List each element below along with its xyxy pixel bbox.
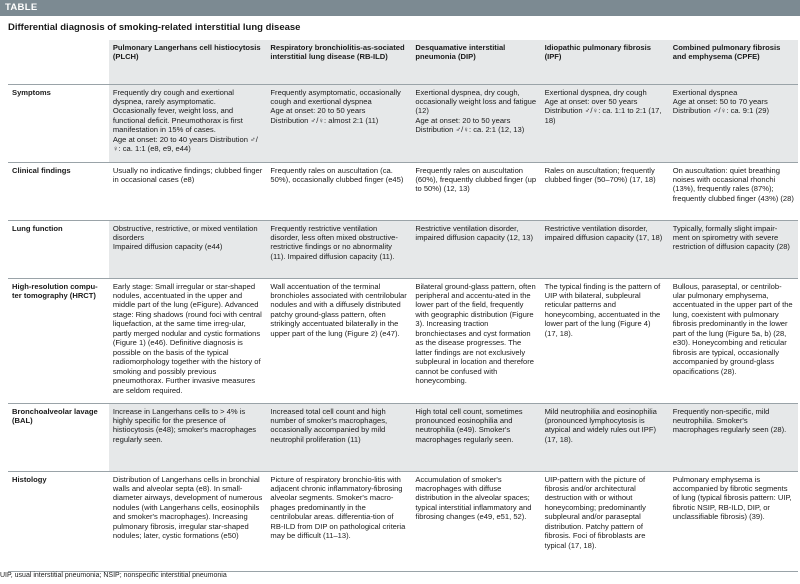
table-row-histology [8,471,798,571]
cell-line: Frequently dry cough and exertional dyspnea, rarely asymptomatic. [112,87,234,106]
cell-line: UIP-pattern with the picture of fibrosis and/or architectural destruction with or without honeycombing; predominantly subpleural and/or paraseptal distribution. Patchy pattern of fibrosis. Foci of fibroblasts are typical (17, 18). [544,474,646,550]
cell-symptoms-ipf [541,84,669,162]
cell-hrct-ipf [541,278,669,403]
cell-line: Rales on auscultation; frequently clubbed finger (50–70%) (17, 18) [544,165,656,184]
cell-lung-plch [109,220,267,278]
cell-line: Increase in Langerhans cells to > 4% is highly specific for the presence of histiocytosis (e48); smoker's macrophages regularly seen. [112,406,257,444]
cell-line: Frequently non-specific, mild neutrophilia. Smoker's macrophages regularly seen (28). [672,406,787,435]
row-label-bal: Bronchoalveolar lavage (BAL) [8,403,109,471]
table-footnote: UIP, usual interstitial pneumonia; NSIP; nonspecific interstitial pneumonia [0,572,227,579]
cell-symptoms-plch [109,84,267,162]
cell-line: Wall accentuation of the terminal bronchioles associated with centrilobular nodules and with a diffusely distributed patchy ground-glass pattern, often strikingly accentuated bilaterally in the upper part of the lung (Figure 2) (e47). [270,281,407,338]
cell-line: Usually no indicative findings; clubbed finger in occasional cases (e8) [112,165,263,184]
cell-hrct-rbild [266,278,411,403]
cell-line: Bullous, paraseptal, or centrilob-ular pulmonary emphysema, accentuated in the upper part of the lung, coexistent with pulmonary fibrosis predominantly in the lower part of the lung (Figure 5a, b) (28, e30). Honeycombing and reticular fibrosis are typical, occasionally accompanied by ground-glass opacifications (28). [672,281,793,376]
cell-line: Bilateral ground-glass pattern, often peripheral and accentu-ated in the lower part of the field, frequently with geographic distribution (Figure 3). Increasing traction bronchiectases and cyst formation as the disease progresses. The latter findings are not exclusively subpleural in location and therefore cannot be confused with honeycombing. [415,281,536,386]
cell-line: Accumulation of smoker's macrophages with diffuse distribution in the alveolar spaces; typical interstitial inflammatory and fibrosing changes (e49, e51, 52). [415,474,532,522]
table-row-lung-function [8,220,798,278]
cell-line: Exertional dyspnea, dry cough [544,87,647,97]
cell-bal-cpfe [669,403,798,471]
column-header-rbild: Respiratory bronchiolitis-as-sociated interstitial lung disease (RB-ILD) [266,40,411,84]
cell-line: Age at onset: 20 to 40 years Distribution ♂/♀: ca. 1:1 (e8, e9, e44) [112,134,258,154]
cell-line: Obstructive, restrictive, or mixed ventilation disorders [112,223,258,242]
cell-line: Restrictive ventilation disorder, impaired diffusion capacity (17, 18) [544,223,663,242]
cell-line: Early stage: Small irregular or star-shaped nodules, accentuated in the upper and middle part of the lung (eFigure). Advanced stage: Ring shadows (round foci with central liquefaction, at the same time irreg-ular, partly merged nodular and cystic formations (Figure 1) (e46). Definitive diagnosis is possible on the basis of the typical radiomorphology together with the history of smoking and possibly previous pneumothorax. Further invasive measures are seldom required. [112,281,262,395]
cell-histology-rbild [266,471,411,571]
cell-line: Distribution of Langerhans cells in bronchial walls and alveolar septa (e8). In small-diameter airways, development of numerous nodules (with Langerhans cells, eosinophils and smoker's macrophages). Increasing pulmonary fibrosis, irregular star-shaped nodules; later, cystic formations (e50) [112,474,263,541]
cell-hrct-plch [109,278,267,403]
row-label-histology: Histology [8,471,109,571]
cell-hrct-dip [411,278,540,403]
cell-line: Frequently restrictive ventilation disorder, less often mixed obstructive-restrictive findings or no abnormality (11). Impaired diffusion capacity (11). [270,223,398,261]
cell-lung-rbild [266,220,411,278]
header-corner [8,40,109,84]
cell-lung-ipf [541,220,669,278]
column-header-ipf: Idiopathic pulmonary fibrosis (IPF) [541,40,669,84]
cell-line: The typical finding is the pattern of UIP with bilateral, subpleural reticular patterns and honeycombing, accentuated in the lower part of the lung (Figure 4) (17, 18). [544,281,661,338]
cell-line: Age at onset: 20 to 50 years [415,115,511,125]
cell-line: Exertional dyspnea, dry cough, occasionally weight loss and fatigue (12) [415,87,537,116]
table-row-bal [8,403,798,471]
cell-symptoms-rbild [266,84,411,162]
cell-clinical-cpfe [669,162,798,220]
cell-clinical-dip [411,162,540,220]
cell-symptoms-dip [411,84,540,162]
table-header-bar: TABLE [0,0,800,16]
cell-bal-dip [411,403,540,471]
column-header-dip: Desquamative interstitial pneumonia (DIP) [411,40,540,84]
cell-histology-dip [411,471,540,571]
table-row-hrct [8,278,798,403]
cell-line: Distribution ♂/♀: almost 2:1 (11) [270,115,379,125]
cell-line: Pulmonary emphysema is accompanied by fibrotic segments of lung (typical fibrosis pattern: UIP, fibrotic NSIP, RB-ILD, DIP, or unclassifiable fibrosis) (39). [672,474,792,522]
table-row-clinical-findings [8,162,798,220]
row-label-hrct: High-resolution compu-ter tomography (HRCT) [8,278,109,403]
cell-histology-ipf [541,471,669,571]
cell-hrct-cpfe [669,278,798,403]
cell-line: Frequently rales on auscultation (ca. 50%), occasionally clubbed finger (e45) [270,165,404,184]
row-label-lung-function: Lung function [8,220,109,278]
table-row-symptoms [8,84,798,162]
cell-clinical-rbild [266,162,411,220]
row-label-symptoms: Symptoms [8,84,109,162]
cell-symptoms-cpfe [669,84,798,162]
cell-line: Distribution ♂/♀: ca. 2:1 (12, 13) [415,125,525,135]
cell-bal-rbild [266,403,411,471]
cell-line: Restrictive ventilation disorder, impaired diffusion capacity (12, 13) [415,223,534,242]
cell-line: Distribution ♂/♀: ca. 9:1 (29) [672,106,769,116]
cell-line: Distribution ♂/♀: ca. 1:1 to 2:1 (17, 18) [544,106,662,125]
differential-diagnosis-table [8,40,798,572]
cell-histology-plch [109,471,267,571]
cell-line: Age at onset: 20 to 50 years [270,106,366,116]
cell-line: Age at onset: over 50 years [544,96,638,106]
cell-line: Occasionally fever, weight loss, and functional deficit. Pneumothorax is first manifestation in 15% of cases. [112,106,243,135]
cell-line: Exertional dyspnea [672,87,738,97]
cell-bal-plch [109,403,267,471]
cell-lung-cpfe [669,220,798,278]
table-title: Differential diagnosis of smoking-related interstitial lung disease [8,22,301,33]
cell-line: Picture of respiratory bronchio-litis with adjacent chronic inflammatory-fibrosing alveolar segments. Smoker's macro-phages predominantly in the centrilobular areas. differentia-tion of RB-ILD from DIP on pathological criteria may be difficult (11–13). [270,474,406,541]
cell-clinical-plch [109,162,267,220]
cell-line: High total cell count, sometimes pronounced eosinophilia and neutrophilia (e49). Smoker's macrophages regularly seen. [415,406,523,444]
cell-histology-cpfe [669,471,798,571]
cell-lung-dip [411,220,540,278]
cell-bal-ipf [541,403,669,471]
cell-clinical-ipf [541,162,669,220]
column-header-plch: Pulmonary Langerhans cell histiocytosis (PLCH) [109,40,267,84]
cell-line: Frequently rales on auscultation (60%), frequently clubbed finger (up to 50%) (12, 13) [415,165,537,194]
cell-line: Frequently asymptomatic, occasionally cough and exertional dyspnea [270,87,401,106]
cell-line: Impaired diffusion capacity (e44) [112,242,223,252]
row-label-clinical-findings: Clinical findings [8,162,109,220]
cell-line: Typically, formally slight impair-ment on spirometry with severe restriction of diffusion capacity (28) [672,223,790,252]
cell-line: Age at onset: 50 to 70 years [672,96,768,106]
cell-line: Mild neutrophilia and eosinophilia (pronounced lymphocytosis is atypical and widely rules out IPF) (17, 18). [544,406,657,444]
column-header-cpfe: Combined pulmonary fibrosis and emphysema (CPFE) [669,40,798,84]
cell-line: On auscultation: quiet breathing noises with occasional rhonchi (13%), frequently rales (87%); frequently clubbed finger (43%) (28) [672,165,794,203]
cell-line: Increased total cell count and high number of smoker's macrophages, occasionally accompanied by mild neutrophil proliferation (11) [270,406,388,444]
header-row [8,40,798,84]
